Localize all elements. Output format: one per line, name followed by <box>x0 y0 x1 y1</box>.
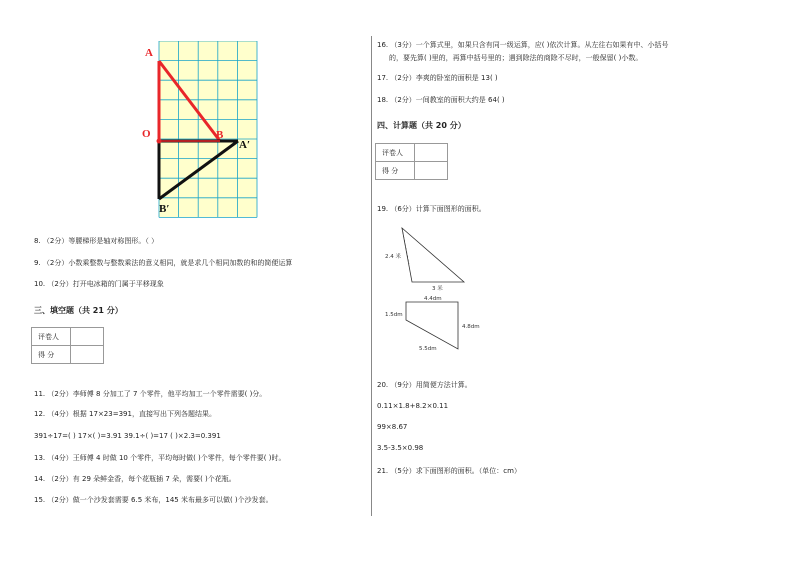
question-9: 9. （2分）小数乘整数与整数乘法的意义相同，就是求几个相同加数的和的简便运算 <box>34 259 293 267</box>
question-13: 13. （4分）王师傅 4 时做 10 个零件，平均每时做( )个零件，每个零件要( )时。 <box>34 454 286 462</box>
question-12: 12. （4分）根据 17×23=391，直接写出下列各题结果。 <box>34 410 216 418</box>
score-label: 得 分 <box>32 346 71 364</box>
question-21: 21. （5分）求下面图形的面积。（单位：cm） <box>377 467 521 475</box>
score-label: 得 分 <box>376 162 415 180</box>
label-b: B <box>216 129 224 141</box>
trapezoid-top-label: 4.4dm <box>424 296 442 302</box>
grader-label: 评卷人 <box>376 144 415 162</box>
column-divider <box>371 36 372 516</box>
score-table-right <box>375 143 448 180</box>
question-18: 18. （2分）一间教室的面积大约是 64( ) <box>377 96 505 104</box>
question-20-c: 3.5-3.5×0.98 <box>377 444 424 452</box>
label-o: O <box>142 128 151 140</box>
trapezoid-bottom-label: 5.5dm <box>419 346 437 352</box>
question-12-items: 391÷17=( ) 17×( )=3.91 39.1÷( )=17 ( )×2.3=0.391 <box>34 432 221 440</box>
section-3-title: 三、填空题（共 21 分） <box>34 306 123 315</box>
section-4-title: 四、计算题（共 20 分） <box>377 121 466 130</box>
label-a-prime: A′ <box>239 139 251 151</box>
triangle-height-label: 2.4 米 <box>385 254 401 260</box>
grader-label: 评卷人 <box>32 328 71 346</box>
question-19: 19. （6分）计算下面图形的面积。 <box>377 205 486 213</box>
question-8: 8. （2分）等腰梯形是轴对称图形。（ ） <box>34 237 159 245</box>
grader-cell[interactable] <box>415 144 448 162</box>
point-o <box>157 139 162 144</box>
score-cell[interactable] <box>415 162 448 180</box>
triangle-base-label: 3 米 <box>432 286 443 292</box>
question-20-b: 99×8.67 <box>377 423 408 431</box>
grid-background <box>159 41 257 217</box>
grid-layer <box>159 41 257 217</box>
score-cell[interactable] <box>71 346 104 364</box>
question-16-line2: 的，要先算( )里的，再算中括号里的；遇到除法的商除不尽时，一般保留( )小数。 <box>389 54 643 62</box>
triangle-figure <box>382 224 482 294</box>
question-11: 11. （2分）李师傅 8 分加工了 7 个零件，他平均加工一个零件需要( )分。 <box>34 390 267 398</box>
trapezoid-figure <box>382 294 492 358</box>
question-15: 15. （2分）做一个沙发套需要 6.5 米布，145 米布最多可以做( )个沙发套。 <box>34 496 273 504</box>
question-20: 20. （9分）用简便方法计算。 <box>377 381 472 389</box>
score-table-left <box>31 327 104 364</box>
question-17: 17. （2分）李爽的卧室的面积是 13( ) <box>377 74 498 82</box>
label-a: A <box>145 47 153 59</box>
question-16-line1: 16. （3分）一个算式里，如果只含有同一级运算，应( )依次计算。从左往右如果有中、小括号 <box>377 41 669 49</box>
label-b-prime: B′ <box>159 203 170 215</box>
question-20-a: 0.11×1.8+8.2×0.11 <box>377 402 449 410</box>
question-10: 10. （2分）打开电冰箱的门属于平移现象 <box>34 280 164 288</box>
question-14: 14. （2分）有 29 朵鲜金香，每个花瓶插 7 朵，需要( )个花瓶。 <box>34 475 236 483</box>
grader-cell[interactable] <box>71 328 104 346</box>
trapezoid-left-label: 1.5dm <box>385 312 403 318</box>
trapezoid-right-label: 4.8dm <box>462 324 480 330</box>
grid-figure <box>141 41 261 221</box>
